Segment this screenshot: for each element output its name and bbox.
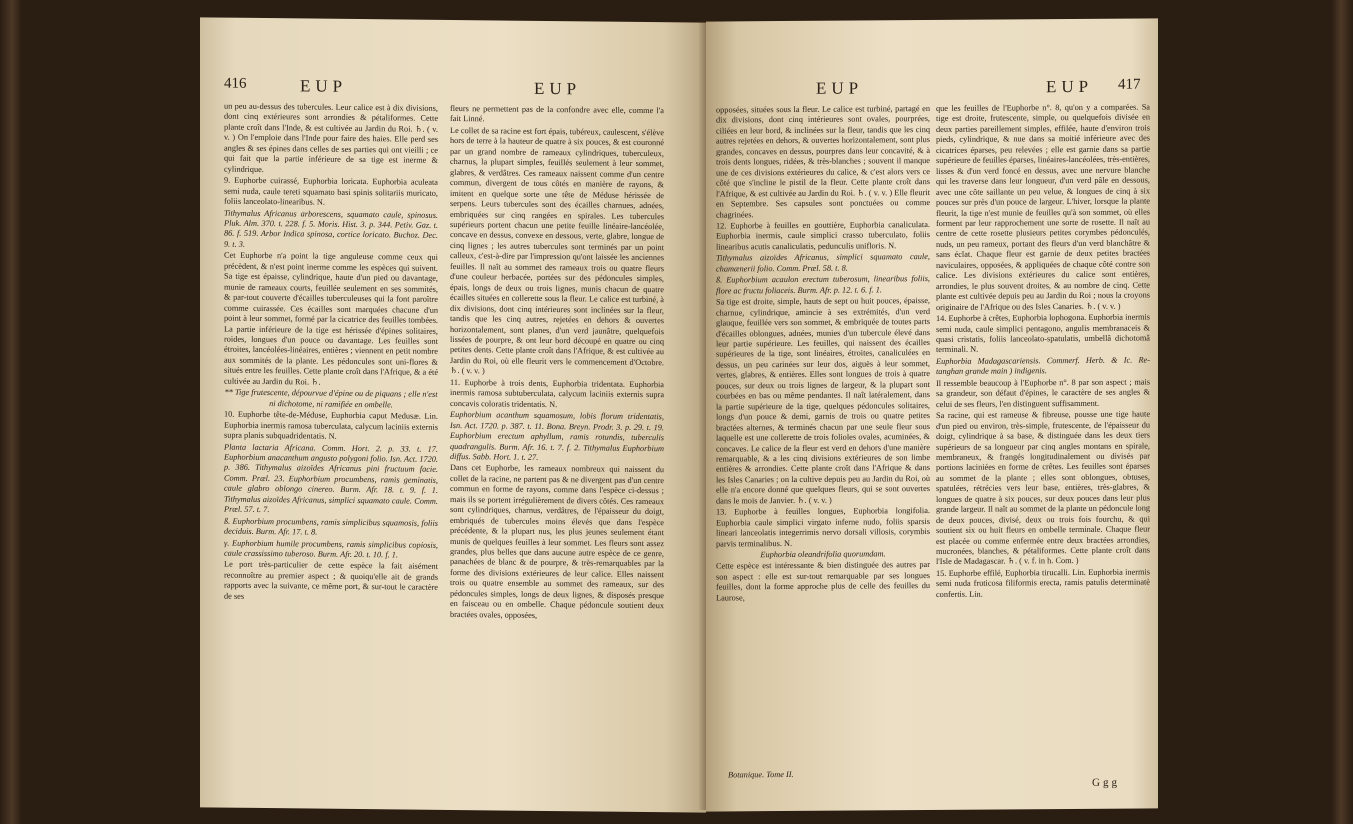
- text-column-2: [450, 104, 664, 623]
- paragraph: γ. Euphorbium humile procumbens, ramis simplicibus copiosis, caule crassissimo tuberoso. Burm. Afr. 20. t. 10. f. 1.: [224, 538, 438, 560]
- right-page: [706, 18, 1158, 811]
- page-footer: Botanique. Tome II.: [728, 769, 794, 780]
- running-header: EUP: [816, 78, 864, 98]
- paragraph: Tithymalus aizoïdes Africanus, simplici squamato caule, chamænerii folio. Comm. Præl. 58. t. 8.: [716, 252, 930, 274]
- paragraph: Planta lactaria Africana. Comm. Hort. 2. p. 33. t. 17. Euphorbium anacanthum angusto polygoni folio. Isn. Act. 1720. p. 386. Tithymalus aizoïdes Africanus pini fructuum facie. Comm. Præl. 23. Euphorbium procumbens, ramis geminatis, caule glabro oblongo cinereo. Burm. Afr. 18. t. 9. f. 1. Tithymalus aizoïdes Africanus, simplici squamato caule. Comm. Præl. 57. t. 7.: [224, 442, 438, 515]
- paragraph: que les feuilles de l'Euphorbe n°. 8, qu'on y a comparées. Sa tige est droite, frutescente, simple, ou quelquefois divisée en deux parties pareillement simples, effilée, haute d'environ trois pieds, cylindrique, & nue dans sa moitié inférieure avec des cicatrices éparses, peu relevées ; elle est garnie dans sa partie supérieure de feuilles éparses, linéaires-lancéolées, très-entières, lisses & d'un verd foncé en dessus, avec une nervure blanche qui les traverse dans leur longueur, d'un verd pâle en dessous, avec une côte saillante un peu velue, & longues de cinq à six pouces sur près d'un pouce de largeur. L'hiver, lorsque la plante fleurit, la tige n'est munie de feuilles qu'à son sommet, où elles forment par leur rapprochement une sorte de rosette. Il naît au centre de cette rosette plusieurs petites corymbes pédonculés, nuds, un peu rameux, portant des fleurs d'un verd blanchâtre & sans éclat. Chaque fleur est garnie de deux petites bractées naviculaires, opposées, & appliquées de chaque côté contre son calice. Les divisions extérieures du calice sont entières, arrondies, le plus souvent droites, & au nombre de cinq. Cette plante est cultivée depuis peu au Jardin du Roi ; nous la croyons originaire de l'Afrique ou des Isles Canaries. ♄. ( v. v. ): [936, 102, 1150, 312]
- paragraph: Le port très-particulier de cette espèce la fait aisément reconnoître au premier aspect ; & quoiqu'elle ait de grands rapports avec la suivante, ce même port, & sur-tout le caractère de ses: [224, 560, 438, 601]
- paragraph: Sa tige est droite, simple, hauts de sept ou huit pouces, épaisse, charnue, cylindrique, amincie à ses extrémités, d'un verd glauque, feuillée vers son sommet, & embriquée de toutes parts d'écailles oblongues, adnées, munies d'un tubercule élevé dans leur partie supérieure. Les feuilles, qui naissent des écailles supérieures de la tige, sont linéaires, étroites, canaliculées en dessus, un peu carinées sur leur dos, aiguës à leur sommet, vertes, glabres, & entières. Elles sont longues de trois à quatre pouces, sur deux ou trois lignes de largeur, & la plupart sont courbées en bas ou même pendantes. Il naît latéralement, dans la partie supérieure de la tige, quelques pédoncules solitaires, longs d'un pouce & demi, garnis de trois ou quatre petites bractées alternes, & terminés chacun par une seule fleur sous laquelle est une collerette de trois folioles ovales, acuminées, & concaves. Le calice de la fleur est verd en dehors d'une manière remarquable, & a les cinq divisions extérieures de son limbe entières & arrondies. Cette plante croît dans l'Afrique & dans les Isles Canaries ; on la cultive depuis peu au Jardin du Roi, où elle n'a encore donné que quelques fleurs, qui se sont ouvertes dans le mois de Janvier. ♄. ( v. v. ): [716, 296, 930, 506]
- text-column-1: [224, 102, 438, 606]
- paragraph: fleurs ne permettent pas de la confondre avec elle, comme l'a fait Linné.: [450, 103, 664, 124]
- text-column-1: [716, 104, 930, 605]
- paragraph: Euphorbia Madagascariensis. Commerf. Herb. & Ic. Re-tanghan grande main ) indigenis.: [936, 355, 1150, 377]
- paragraph: Le collet de sa racine est fort épais, tubéreux, caulescent, s'élève hors de terre à la hauteur de quatre à six pouces, & est couronné par un grand nombre de rameaux cylindriques, tuberculeux, charnus, la plupart simples, feuillés seulement à leur sommet, glabres, & verdâtres. Ces rameaux naissent comme d'un centre commun, divergent de tous côtés en manière de rayons, & imitent en quelque sorte une tête de Méduse hérissée de serpens. Leurs tubercules sont des écailles charnues, adnées, embriquées sur cinq rangées en spirales. Les tubercules supérieurs portent chacun une petite feuille linéaire-lancéolée, concave en dessus, convexe en dessous, verte, glabre, longue de cinq lignes ; les autres tubercules sont terminés par un point calleux, c'est-à-dire par l'impression qu'ont laissée les anciennes feuilles. Il naît au sommet des rameaux trois ou quatre fleurs d'une couleur herbacée, portées sur des pédoncules simples, épais, longs de deux ou trois lignes, munis chacun de quatre écailles situées en collerette sous la fleur. Le calice est turbiné, à dix divisions, dont cinq intérieures sont inclinées sur la fleur, tandis que les cinq autres, rejetées en dehors & ouvertes horizontalement, sont planes, d'un verd jaunâtre, quelquefois lissées de pourpre, & ont leur bord découpé en quatre ou cinq petites dents. Cette plante croît dans l'Afrique, & est cultivée au Jardin du Roi, où elle fleurit vers le commencement d'Octobre. ♄. ( v. v. ): [450, 125, 664, 376]
- section-heading: ** Tige frutescente, dépourvue d'épine ou de piquans ; elle n'est ni dichotome, ni ramifiée en ombelle.: [224, 387, 438, 410]
- left-page: [200, 17, 706, 812]
- running-header: EUP: [534, 78, 582, 99]
- paragraph: Cet Euphorbe n'a point la tige anguleuse comme ceux qui précèdent, & n'est point inerme comme les espèces qui suivent. Sa tige est épaisse, cylindrique, haute d'un pied ou davantage, munie de rameaux courts, feuillée seulement en ses sommités, & par-tout couverte d'écailles tuberculeuses qui la font paroître comme cuirassée. Ces écailles sont marquées chacune d'un point à leur sommet, formé par la cicatrice des feuilles tombées. La partie inférieure de la tige est hérissée d'épines solitaires, roides, longues d'un pouce ou davantage. Les feuilles sont étroites, lancéolées-linéaires, entières ; viennent en petit nombre aux sommités de la plante. Les pédoncules sont uni-flores & situés entre les feuilles. Cette plante croît dans l'Afrique, & a été cultivée au Jardin du Roi. ♄.: [224, 250, 438, 387]
- paragraph: Euphorbium acanthum squamosum, lobis florum tridentatis, Isn. Act. 1720. p. 387. t. 11. Bona. Breyn. Prodr. 3. p. 29. t. 19. Euphorbium erectum aphyllum, ramis rotundis, tuberculis quadrangulis. Burm. Afr. 16. t. 7. f. 2. Tithymalus Euphorbium diffus. Sabb. Hort. 1. t. 27.: [450, 410, 664, 462]
- paragraph: 11. Euphorbe à trois dents, Euphorbia tridentata. Euphorbia inermis ramosa subtuberculata, calycum laciniis externis supra concavis coloratis tridentatis. N.: [450, 377, 664, 409]
- paragraph: Cette espèce est intéressante & bien distinguée des autres par son aspect : elle est sur-tout remarquable par ses longues feuilles, dont la forme approche plus de celle des feuilles du Laurose,: [716, 560, 930, 603]
- text-column-2: [936, 102, 1150, 601]
- running-header: EUP: [300, 76, 348, 96]
- paragraph: Euphorbia oleandrifolia quorumdam.: [760, 549, 886, 560]
- paragraph: Il ressemble beaucoup à l'Euphorbe n°. 8 par son aspect ; mais sa grandeur, son défaut d'épines, le caractère de ses angles & celui de ses fleurs, l'en distinguent suffisamment.: [936, 377, 1150, 409]
- paragraph: 12. Euphorbe à feuilles en gouttière, Euphorbia canaliculata. Euphorbia inermis, caule simplici crasso tuberculato, foliis linearibus acutis canaliculatis, pedunculis unifloris. N.: [716, 219, 930, 252]
- running-header: EUP: [1046, 76, 1094, 97]
- paragraph: ß. Euphorbium acaulon erectum tuberosum, linearibus foliis, flore ac fructu foliaceis. Burm. Afr. p. 12. t. 6. f. 1.: [716, 274, 930, 296]
- paragraph: 10. Euphorbe tête-de-Méduse, Euphorbia caput Medusæ. Lin. Euphorbia inermis ramosa tuberculata, calycum laciniis externis supra planis subquadridentatis. N.: [224, 409, 438, 441]
- paragraph: un peu au-dessus des tubercules. Leur calice est à dix divisions, dont cinq extérieures sont arrondies & pétaliformes. Cette plante croît dans l'Inde, & est cultivée au Jardin du Roi. ♄. ( v. v. ) On l'emploie dans l'Inde pour faire des haies. Elle perd ses angles & ses épines dans celles de ses parties qui ont vieilli ; ce qui fait que la partie inférieure de sa tige est inerme & cylindrique.: [224, 101, 438, 174]
- page-number: 416: [224, 75, 247, 92]
- paragraph: Sa racine, qui est rameuse & fibreuse, pousse une tige haute d'un pied ou environ, très-simple, frutescente, de l'épaisseur du doigt, cylindrique à sa base, & distinguée dans les deux tiers supérieurs de sa longueur par cinq angles montans en spirale, membraneux, & frangés longitudinalement ou divisés par portions laciniées en forme de crêtes. Les feuilles sont éparses au sommet de la plante ; elles sont oblongues, obtuses, spatulées, rétrécies vers leur base, entières, très-glabres, & longues de quatre à six pouces, sur deux pouces dans leur plus grande largeur. Il naît au sommet de la plante un pédoncule long de deux pouces, divisé, deux ou trois fois fourchu, & qui soutient six ou huit fleurs en ombelle terminale. Chaque fleur est placée ou comme enfermée entre deux bractées arrondies, mucronées, blanches, & pétaliformes. Cette plante croît dans l'Isle de Madagascar. ♄. ( v. f. in h. Com. ): [936, 409, 1150, 567]
- paragraph: 15. Euphorbe effilé, Euphorbia tirucalli. Lin. Euphorbia inermis semi nuda fruticosa filiformis erecta, ramis patulis determinatè confertis. Lin.: [936, 567, 1150, 599]
- paragraph: opposées, situées sous la fleur. Le calice est turbiné, partagé en dix divisions, dont cinq intérieures sont ovales, pourprées, ciliées en leur bord, & inclinées sur la fleur, tandis que les cinq autres rejetées en dehors, & ouvertes horizontalement, sont plus grandes, concaves en dessus, pourpres dans leur concavité, & à trois dents longues, ridées, & très-blanches ; souvent il manque une de ces divisions extérieures du calice, & c'est alors vers ce côté que s'incline le pistil de la fleur. Cette plante croît dans l'Afrique, & est cultivée au Jardin du Roi. ♄. ( v. v. ) Elle fleurit en Septembre. Ses capsules sont ponctuées ou comme chagrinées.: [716, 104, 930, 220]
- signature-mark: Ggg: [1092, 776, 1120, 789]
- page-number: 417: [1118, 76, 1141, 93]
- paragraph: 13. Euphorbe à feuilles longues, Euphorbia longifolia. Euphorbia caule simplici virgato inferne nudo, foliis sparsis lineari lanceolatis integerrimis nervo dorsali villosis, corymbis parvis terminalibus. N.: [716, 506, 930, 549]
- paragraph: 14. Euphorbe à crêtes, Euphorbia lophogona. Euphorbia inermis semi nuda, caule simplici pentagono, angulis membranaceis & quasi cristatis, foliis lanceolato-spatulatis, umbellâ dichotomâ terminali. N.: [936, 312, 1150, 355]
- paragraph: Tithymalus Africanus arborescens, squamato caule, spinosus. Pluk. Alm. 370. t. 228. f. 5. Moris. Hist. 3. p. 344. Petiv. Gaz. t. 86. f. 519. Arbor Indica spinosa, cortice loricato. Buchoz. Dec. 9. t. 3.: [224, 208, 438, 249]
- paragraph: ß. Euphorbium procumbens, ramis simplicibus squamosis, foliis deciduis. Burm. Afr. 17. t. 8.: [224, 516, 438, 537]
- paragraph: Dans cet Euphorbe, les rameaux nombreux qui naissent du collet de la racine, ne partent pas & ne divergent pas d'un centre commun en forme de rayons, comme dans l'espèce ci-dessus ; mais ils se portent irrégulièrement de divers côtés. Ces rameaux sont cylindriques, charnus, verdâtres, de l'épaisseur du doigt, embriqués de tubercules moins élevés que dans l'espèce précédente, & la plupart nus, les plus jeunes seulement étant munis de quelques feuilles à leur sommet. Les fleurs sont assez grandes, plus belles que dans aucune autre espèce de ce genre, panachées de blanc & de pourpre, & très-remarquables par la forme des divisions extérieures de leur calice. Elles naissent trois ou quatre ensemble au sommet des rameaux, sur des pédoncules simples, longs de deux lignes, & disposés presque en faisceau ou en ombelle. Chaque pédoncule soutient deux bractées ovales, opposées,: [450, 463, 664, 620]
- paragraph: 9. Euphorbe cuirassé, Euphorbia loricata. Euphorbia aculeata semi nuda, caule tereti squamato basi spinis solitariis muricato, foliis lanceolato-linearibus. N.: [224, 175, 438, 207]
